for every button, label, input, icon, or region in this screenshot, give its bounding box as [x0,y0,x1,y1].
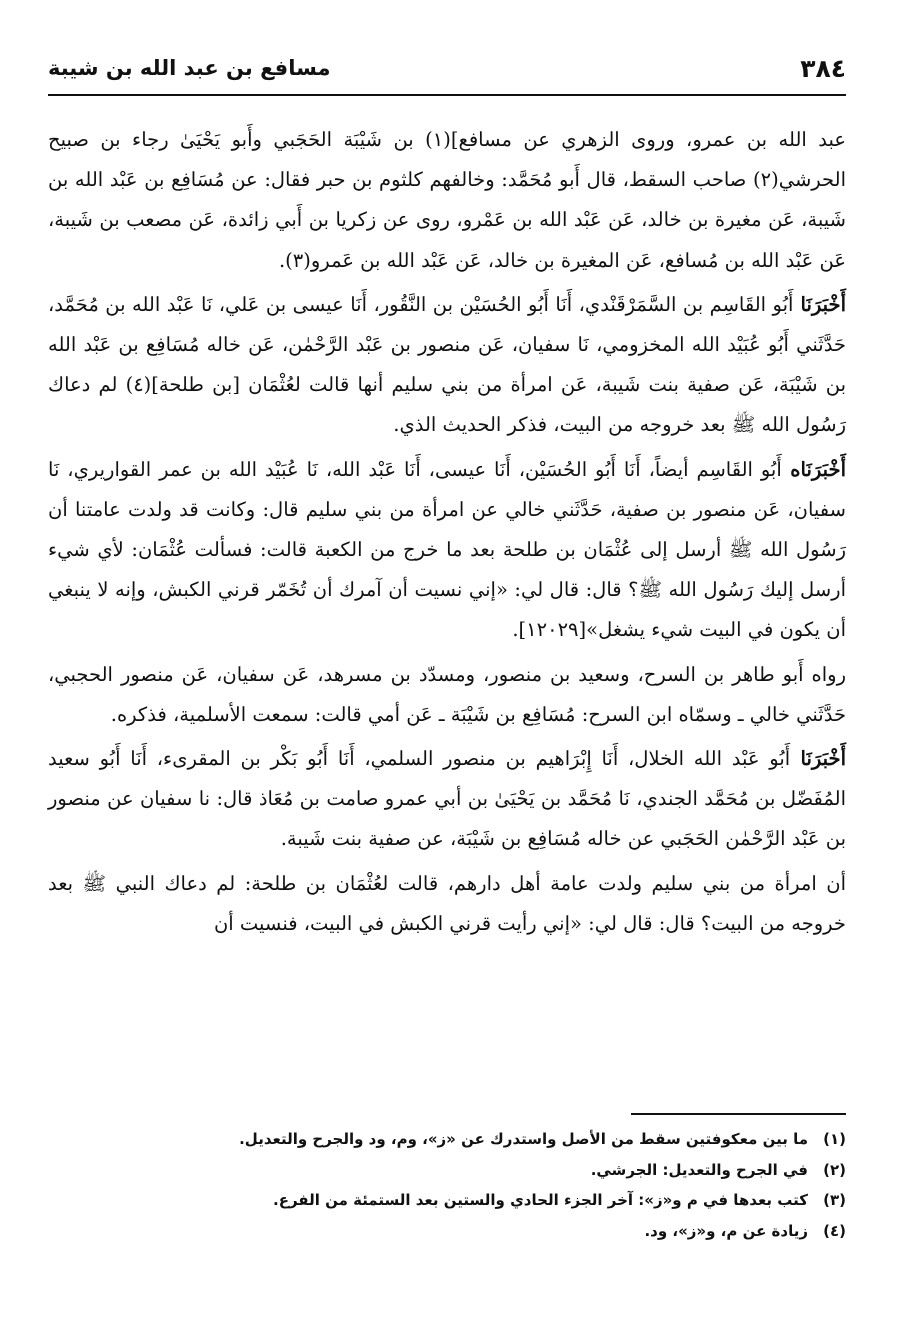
paragraph [48,739,846,860]
paragraph [48,655,846,735]
page-header [48,48,846,96]
paragraph-text: عبد الله بن عمرو، وروى الزهري عن مسافع](١) بن شَيْبَة الحَجَبي وأَبو يَحْيَىٰ رجاء بن صبيح الحرشي(٢) صاحب السقط، قال أَبو مُحَمَّد: وخالفهم كلثوم بن حبر فقال: عن مُسَافِع بن عَبْد الله بن شَيبة، عَن مغيرة بن خالد، عَن عَبْد الله بن عَمْرو، روى عن زكريا بن أَبي زائدة، عَن مصعب بن شَيبة، عَن عَبْد الله بن مُسافع، عَن المغيرة بن خالد، عَن عَبْد الله بن عَمرو(٣). [48,128,846,272]
running-title: مسافع بن عبد الله بن شيبة [48,56,331,80]
paragraph-text: رواه أَبو طاهر بن السرح، وسعيد بن منصور، ومسدّد بن مسرهد، عَن سفيان، عَن منصور الحجبي، حَدَّثَني خالي ـ وسمّاه ابن السرح: مُسَافِع بن شَيْبَة ـ عَن أمي قالت: سمعت الأسلمية، فذكره. [48,662,846,726]
paragraph [48,864,846,944]
footnote-text: كتب بعدها في م و«ز»: آخر الجزء الحادي والستين بعد الستمئة من الفرع. [273,1191,808,1209]
footnote [48,1124,846,1155]
paragraph-text: أَبُو عَبْد الله الخلال، أَنَا إِبْرَاهيم بن منصور السلمي، أَنَا أَبُو بَكْر بن المقرىء، أَنَا أَبُو سعيد المُفَضّل بن مُحَمَّد الجندي، نَا مُحَمَّد بن يَحْيَىٰ بن أبي عمرو صامت بن مُعَاذ قال: نا سفيان عن منصور بن عَبْد الرَّحْمٰن الحَجَبي عن خاله مُسَافِع بن شَيْبَة، عن صفية بنت شَيبة. [48,747,846,851]
paragraph-lead: أَخْبَرَنَاه [781,457,846,481]
footnotes [48,1124,846,1246]
footnote [48,1155,846,1186]
paragraph [48,120,846,281]
paragraph-text: أن امرأة من بني سليم ولدت عامة أهل دارهم، قالت لعُثْمَان بن طلحة: لم دعاك النبي ﷺ بعد خروجه من البيت؟ قال: قال لي: «إني رأيت قرني الكبش في البيت، فنسيت أن [48,871,846,935]
paragraph-text: أَبُو القَاسِم بن السَّمَرْقَنْدي، أَنَا أَبُو الحُسَيْن بن النَّقُور، أَنَا عيسى بن عَلي، نَا عَبْد الله بن مُحَمَّد، حَدَّثَني أَبُو عُبَيْد الله المخزومي، نَا سفيان، عَن منصور بن عَبْد الرَّحْمٰن، عَن خاله مُسَافِع بن عَبْد الله بن شَيْبَة، عَن صفية بنت شَيبة، عَن امرأة من بني سليم أنها قالت لعُثْمَان [بن طلحة](٤) لم دعاك رَسُول الله ﷺ بعد خروجه من البيت، فذكر الحديث الذي. [48,292,846,437]
paragraph-lead: أَخْبَرَنَا [790,747,846,771]
footnote-text: زيادة عن م، و«ز»، ود. [644,1221,808,1240]
footnote-divider [631,1113,846,1115]
footnote [48,1216,846,1247]
footnote-text: في الجرح والتعديل: الجرشي. [590,1160,808,1179]
footnote [48,1185,846,1216]
footnote-text: ما بين معكوفتين سقط من الأصل واستدرك عن «ز»، وم، ود والجرح والتعديل. [239,1130,808,1148]
footnote-number: (٣) [823,1191,846,1209]
footnote-number: (١) [823,1130,846,1148]
page-number: ٣٨٤ [800,54,846,83]
footnote-number: (٤) [823,1221,846,1240]
main-text [48,120,846,948]
paragraph [48,450,846,651]
paragraph-text: أَبُو القَاسِم أيضاً، أَنَا أَبُو الحُسَيْن، أَنَا عيسى، أَنَا عَبْد الله، نَا عُبَيْد الله بن عمر القواريري، نَا سفيان، عَن منصور بن صفية، حَدَّثَني خالي عن امرأة من بني سليم قال: وكانت قد ولدت عامتنا أن رَسُول الله ﷺ أرسل إلى عُثْمَان بن طلحة بعد ما خرج من الكعبة قالت: فسألت عُثْمَان: لأي شيء أرسل إليك رَسُول الله ﷺ؟ قال: قال لي: «إني نسيت أن آمرك أن تُخَمّر قرني الكبش، وإنه لا ينبغي أن يكون في البيت شيء يشغل»[١٢٠٢٩]. [48,457,846,642]
paragraph-lead: أَخْبَرَنَا [793,292,846,316]
footnote-number: (٢) [823,1160,846,1179]
paragraph [48,285,846,446]
